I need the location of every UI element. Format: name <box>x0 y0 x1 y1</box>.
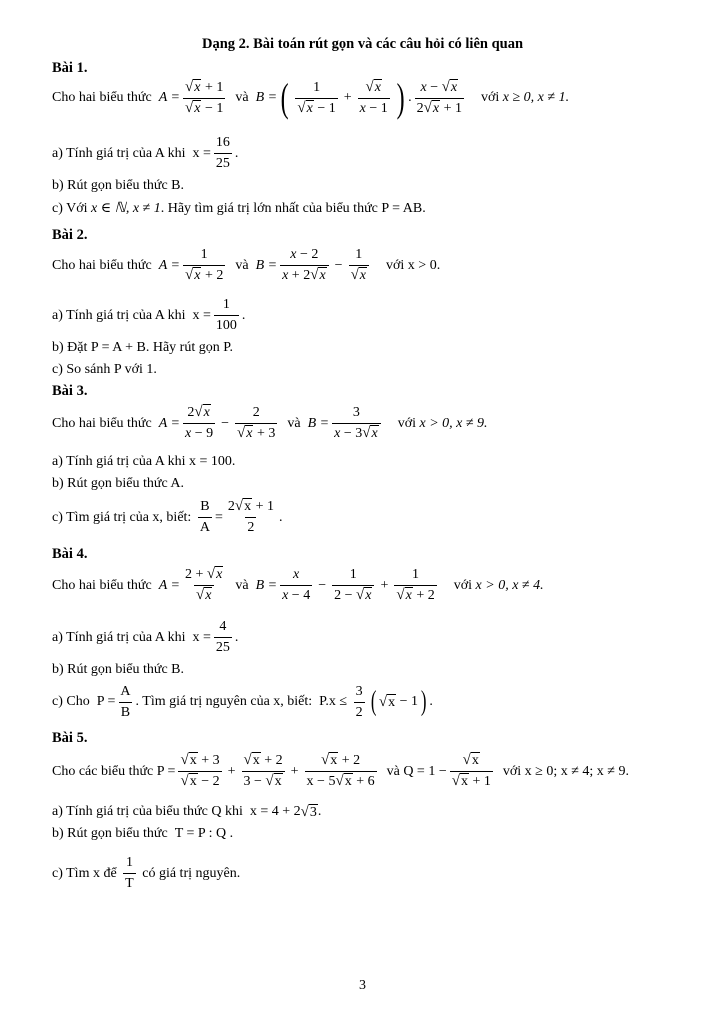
b3-part-c: c) Tìm giá trị của x, biết: $\frac{B}{A}$ = 2 √ x + 1 2 . <box>52 498 283 535</box>
b2-part-b: b) Đặt P = A + B. Hãy rút gọn P. <box>52 340 233 355</box>
b5-heading: Bài 5. <box>52 730 88 746</box>
b1-intro: Cho hai biểu thức <box>52 90 152 105</box>
b1-heading: Bài 1. <box>52 60 88 76</box>
b2-heading: Bài 2. <box>52 227 88 243</box>
b4-part-b: b) Rút gọn biểu thức B. <box>52 662 185 677</box>
b1-b-fraction-2: √ x x − 1 <box>359 78 388 116</box>
b1-cond-math: x ≥ 0, x ≠ 1. <box>502 90 570 105</box>
b1-a-label: A = <box>158 90 180 105</box>
b3-statement: Cho hai biểu thức A = 2 √ x x − 9 − 2 √ x + 3 và B = 3 x − 3 √ x với x > 0, x ≠ 9. <box>52 404 488 441</box>
b3-part-a: a) Tính giá trị của A khi x = 100. <box>52 454 236 469</box>
b1-part-b: b) Rút gọn biểu thức B. <box>52 178 185 193</box>
b1-cond: với <box>480 90 500 105</box>
b1-and: và <box>235 90 249 105</box>
b4-part-c: c) Cho P = $\frac{A}{B}$ . Tìm giá trị nguyên của x, biết: P.x ≤ $\frac{3}{2}$ ( √ x − 1 ) . <box>52 683 433 720</box>
b5-part-c: c) Tìm x để $\frac{1}{T}$ có giá trị nguyên. <box>52 855 241 891</box>
b1-part-a: a) Tính giá trị của A khi x = $\frac{16}{25}$ . <box>52 135 239 171</box>
page-number: 3 <box>359 978 366 993</box>
b5-part-b: b) Rút gọn biểu thức T = P : Q . <box>52 826 234 841</box>
b2-part-c: c) So sánh P với 1. <box>52 362 157 377</box>
b4-part-a: a) Tính giá trị của A khi x = $\frac{4}{25}$ . <box>52 619 239 655</box>
b5-statement: Cho các biểu thức P = √ x + 3 √ x − 2 + √ x + 2 3 − √ x + √ x + 2 x − 5 √ x + 6 và Q = 1 − √ x √ x + 1 với x ≥ 0; x ≠ 4; x ≠ 9. <box>52 752 629 789</box>
b4-heading: Bài 4. <box>52 546 88 562</box>
b1-statement: Cho hai biểu thức A = √ x + 1 √ x − 1 và B = ( 1 √ x − 1 + √ x x − 1 ) . x − √ x 2 √ x + 1 với x ≥ 0, x ≠ 1. <box>52 75 570 120</box>
b1-part-c: c) Với x ∈ ℕ, x ≠ 1 . Hãy tìm giá trị lớn nhất của biểu thức P = AB. <box>52 200 426 216</box>
b2-statement: Cho hai biểu thức A = 1 √ x + 2 và B = x − 2 x + 2 √ x − 1 √ x với x > 0. <box>52 247 441 283</box>
b3-part-b: b) Rút gọn biểu thức A. <box>52 476 185 491</box>
b1-b-fraction-1: 1 √ x − 1 <box>297 79 336 116</box>
b1-b-fraction-3: x − √ x 2 √ x + 1 <box>416 78 462 116</box>
b5-part-a: a) Tính giá trị của biểu thức Q khi x = 4 + 2 √ 3 . <box>52 804 322 820</box>
b4-statement: Cho hai biểu thức A = 2 + √ x √ x và B = $\frac{x}{x - 4}$ − 1 2 − √ x + 1 √ x + 2 với x > 0, x ≠ 4. <box>52 566 544 603</box>
page-title: Dạng 2. Bài toán rút gọn và các câu hỏi có liên quan <box>201 36 524 52</box>
b3-heading: Bài 3. <box>52 383 88 399</box>
b1-a-fraction: √ x + 1 √ x − 1 <box>185 78 224 116</box>
b2-part-a: a) Tính giá trị của A khi x = $\frac{1}{100}$ . <box>52 297 246 333</box>
